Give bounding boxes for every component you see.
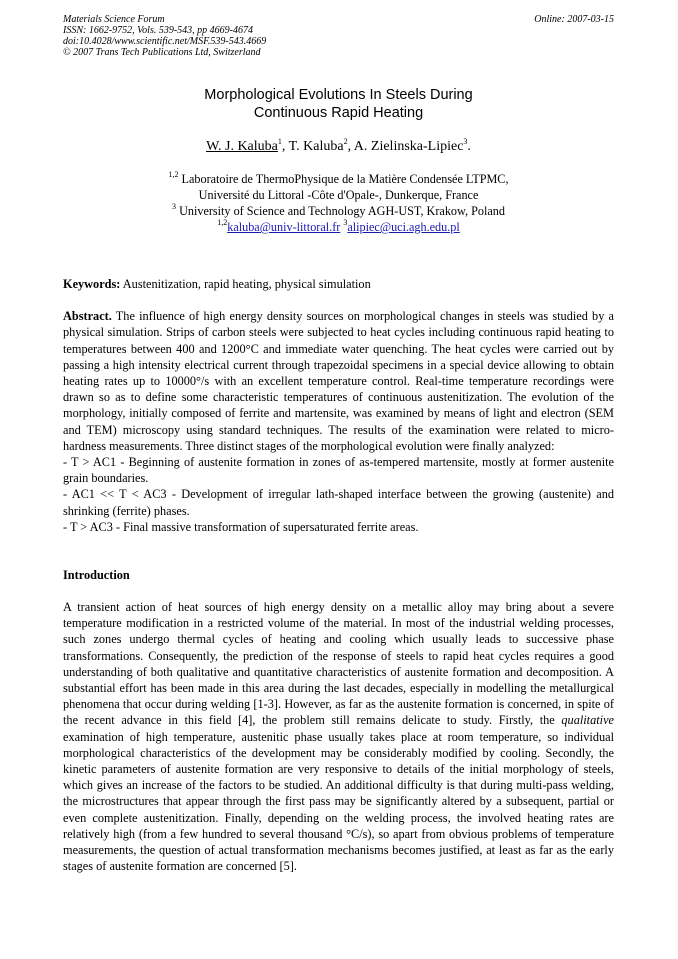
paper-page xyxy=(63,14,614,875)
online-date: Online: 2007-03-15 xyxy=(534,14,614,25)
doi-line: doi:10.4028/www.scientific.net/MSF.539-543.4669 xyxy=(63,36,267,47)
email-link-1[interactable]: kaluba@univ-littoral.fr xyxy=(227,220,341,234)
email-link-2[interactable]: alipiec@uci.agh.edu.pl xyxy=(347,220,460,234)
abstract-body xyxy=(63,308,614,454)
author-3-sup: 3 xyxy=(463,137,468,146)
abstract xyxy=(63,308,614,535)
issn-line: ISSN: 1662-9752, Vols. 539-543, pp 4669-4674 xyxy=(63,25,253,36)
abstract-item-2: - AC1 << T < AC3 - Development of irregular lath-shaped interface between the growing (austenite) and shrinking (ferrite) phases. xyxy=(63,487,614,518)
affiliation-line-3 xyxy=(63,203,614,219)
email-2-sup: 3 xyxy=(343,218,348,227)
author-2-sup: 2 xyxy=(343,137,348,146)
title-line-1: Morphological Evolutions In Steels During xyxy=(204,87,473,103)
abstract-item-1: - T > AC1 - Beginning of austenite formation in zones of as-tempered martensite, mostly at former austenite grain boundaries. xyxy=(63,455,614,486)
abstract-label: Abstract. xyxy=(63,309,112,324)
intro-text-a: A transient action of heat sources of high energy density on a metallic alloy may bring about a severe temperature modification in a restricted volume of the material. In most of the industrial welding processes, such zones undergo thermal cycles of heating and cooling which usually leads to successive phase transformations. Consequently, the prediction of the response of steels to rapid heat cycles requires a good understanding of both qualitative and quantitative characteristics of austenite formation and decomposition. A substantial effort has been made in this area during the last decades, especially in modelling the metallurgical phenomena that occur during welding [1-3]. However, as far as the austenite formation is concerned, in spite of the recent advance in this field [4], the problem still remains delicate to study. Firstly, the xyxy=(63,600,614,728)
author-3-name: , A. Zielinska-Lipiec xyxy=(347,139,464,154)
keywords xyxy=(63,276,614,292)
author-2-name: , T. Kaluba xyxy=(281,139,344,154)
affiliation-line-2: Université du Littoral -Côte d'Opale-, Dunkerque, France xyxy=(198,188,479,202)
paper-title xyxy=(63,86,614,122)
journal-name: Materials Science Forum xyxy=(63,14,165,25)
affiliation-3-sup: 3 xyxy=(172,202,177,211)
email-1-sup: 1,2 xyxy=(217,218,228,227)
introduction-heading: Introduction xyxy=(63,568,130,583)
affiliation-1-sup: 1,2 xyxy=(168,170,179,179)
affiliation-1-text: Laboratoire de ThermoPhysique de la Matière Condensée LTPMC, xyxy=(178,172,509,186)
abstract-text: The influence of high energy density sources on morphological changes in steels was studied by a physical simulation. Strips of carbon steels were subjected to heat cycles including continuous rapid heating to temperatures between 400 and 1200°C and immediate water quenching. The heat cycles were carried out by passing a high intensity electrical current through trapezoidal specimens in a special device allowing to obtain heating rates up to 10000°/s with an excellent temperature control. Real-time temperature recordings were drawn so as to define some characteristic temperatures of continuous austenitization. The evolution of the morphology, initially composed of ferrite and martensite, was examined by means of light and electron (SEM and TEM) microscopy using standard techniques. The results of the examination were related to micro-hardness measurements. Three distinct stages of the morphological evolution were finally analyzed: xyxy=(63,309,614,453)
intro-text-b: examination of high temperature, austenitic phase usually takes place at room temperature, so individual morphological characteristics of the development may be considerably modified by cooling. Secondly, the kinetic parameters of austenite formation are very responsive to details of the initial morphology of steels, which gives an increase of the factors to be studied. An additional difficulty is that during multi-pass welding, the microstructures that appear through the first pass may be significantly altered by a subsequent, partial or even complete austenitization. Finally, depending on the welding process, the involved heating rates are relatively high (from a few hundred to several thousand °C/s), so apart from obvious problems of temperature measurements, the question of actual transformation mechanisms becomes justified, at least as far as the early stages of austenite formation are concerned [5]. xyxy=(63,729,614,874)
journal-header xyxy=(63,14,614,58)
keywords-text: Austenitization, rapid heating, physical simulation xyxy=(120,277,371,291)
affiliation-3-text: University of Science and Technology AGH-UST, Krakow, Poland xyxy=(176,204,505,218)
title-line-2: Continuous Rapid Heating xyxy=(253,105,424,121)
copyright-line: © 2007 Trans Tech Publications Ltd, Switzerland xyxy=(63,47,261,58)
introduction-body xyxy=(63,599,614,874)
author-1-name: W. J. Kaluba xyxy=(206,139,278,154)
affiliations xyxy=(63,171,614,235)
intro-text-italic: qualitative xyxy=(561,713,614,728)
author-list xyxy=(63,138,614,155)
keywords-label: Keywords: xyxy=(63,277,121,291)
affiliation-line-1 xyxy=(63,171,614,187)
email-line xyxy=(63,219,614,235)
author-list-end: . xyxy=(467,139,471,154)
author-1-sup: 1 xyxy=(277,137,282,146)
abstract-item-3: - T > AC3 - Final massive transformation of supersaturated ferrite areas. xyxy=(63,519,419,534)
